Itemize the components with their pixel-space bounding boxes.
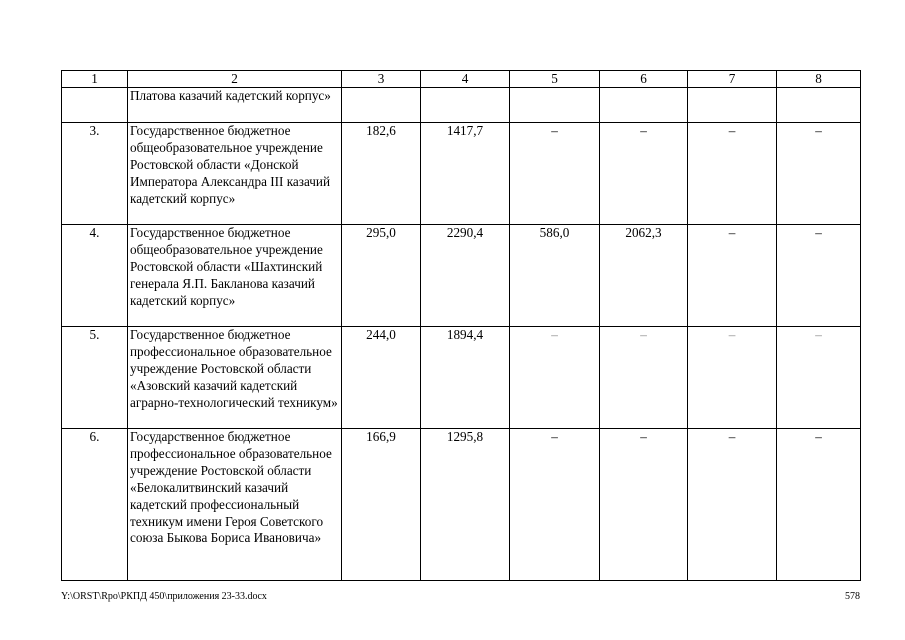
- cell-col4: 1417,7: [421, 123, 510, 225]
- cell-col5: [510, 88, 600, 123]
- row-number: 3.: [62, 123, 128, 225]
- table-row: [62, 88, 861, 123]
- cell-col8: –: [777, 225, 861, 327]
- cell-col3: 244,0: [342, 327, 421, 429]
- cell-col5: –: [510, 327, 600, 429]
- table-row: [62, 225, 861, 327]
- column-header: 1: [62, 71, 128, 88]
- data-table: [61, 70, 861, 581]
- column-header: 2: [128, 71, 342, 88]
- cell-col5: –: [510, 429, 600, 581]
- institution-name: Платова казачий кадетский корпус»: [128, 88, 342, 123]
- cell-col4: 2290,4: [421, 225, 510, 327]
- institution-name: Государственное бюджетное общеобразовательное учреждение Ростовской области «Донской Императора Александра III казачий кадетский корпус»: [128, 123, 342, 225]
- cell-col8: –: [777, 123, 861, 225]
- column-header: 8: [777, 71, 861, 88]
- cell-col7: –: [688, 429, 777, 581]
- cell-col7: –: [688, 123, 777, 225]
- cell-col7: [688, 88, 777, 123]
- cell-col3: [342, 88, 421, 123]
- cell-col6: –: [600, 327, 688, 429]
- page-number: 578: [845, 591, 860, 602]
- institution-name: Государственное бюджетное профессиональное образовательное учреждение Ростовской области «Азовский казачий кадетский аграрно-технологический техникум»: [128, 327, 342, 429]
- row-number: 5.: [62, 327, 128, 429]
- cell-col4: 1894,4: [421, 327, 510, 429]
- institution-name: Государственное бюджетное профессиональное образовательное учреждение Ростовской области «Белокалитвинский казачий кадетский профессиональный техникум имени Героя Советского союза Быкова Бориса Ивановича»: [128, 429, 342, 581]
- cell-col4: [421, 88, 510, 123]
- row-number: 6.: [62, 429, 128, 581]
- cell-col3: 182,6: [342, 123, 421, 225]
- cell-col8: –: [777, 429, 861, 581]
- column-header: 5: [510, 71, 600, 88]
- cell-col8: [777, 88, 861, 123]
- table-row: [62, 123, 861, 225]
- cell-col3: 166,9: [342, 429, 421, 581]
- cell-col6: –: [600, 123, 688, 225]
- row-number: [62, 88, 128, 123]
- table-row: [62, 327, 861, 429]
- column-header: 6: [600, 71, 688, 88]
- cell-col8: –: [777, 327, 861, 429]
- column-header: 7: [688, 71, 777, 88]
- cell-col7: –: [688, 225, 777, 327]
- file-path: Y:\ORST\Rpo\РКПД 450\приложения 23-33.docx: [61, 591, 267, 602]
- cell-col5: –: [510, 123, 600, 225]
- cell-col3: 295,0: [342, 225, 421, 327]
- column-header: 4: [421, 71, 510, 88]
- cell-col4: 1295,8: [421, 429, 510, 581]
- cell-col6: –: [600, 429, 688, 581]
- institution-name: Государственное бюджетное общеобразовательное учреждение Ростовской области «Шахтинский генерала Я.П. Бакланова казачий кадетский корпус»: [128, 225, 342, 327]
- column-header: 3: [342, 71, 421, 88]
- table-header-row: [62, 71, 861, 88]
- row-number: 4.: [62, 225, 128, 327]
- table-row: [62, 429, 861, 581]
- cell-col5: 586,0: [510, 225, 600, 327]
- cell-col6: 2062,3: [600, 225, 688, 327]
- cell-col7: –: [688, 327, 777, 429]
- cell-col6: [600, 88, 688, 123]
